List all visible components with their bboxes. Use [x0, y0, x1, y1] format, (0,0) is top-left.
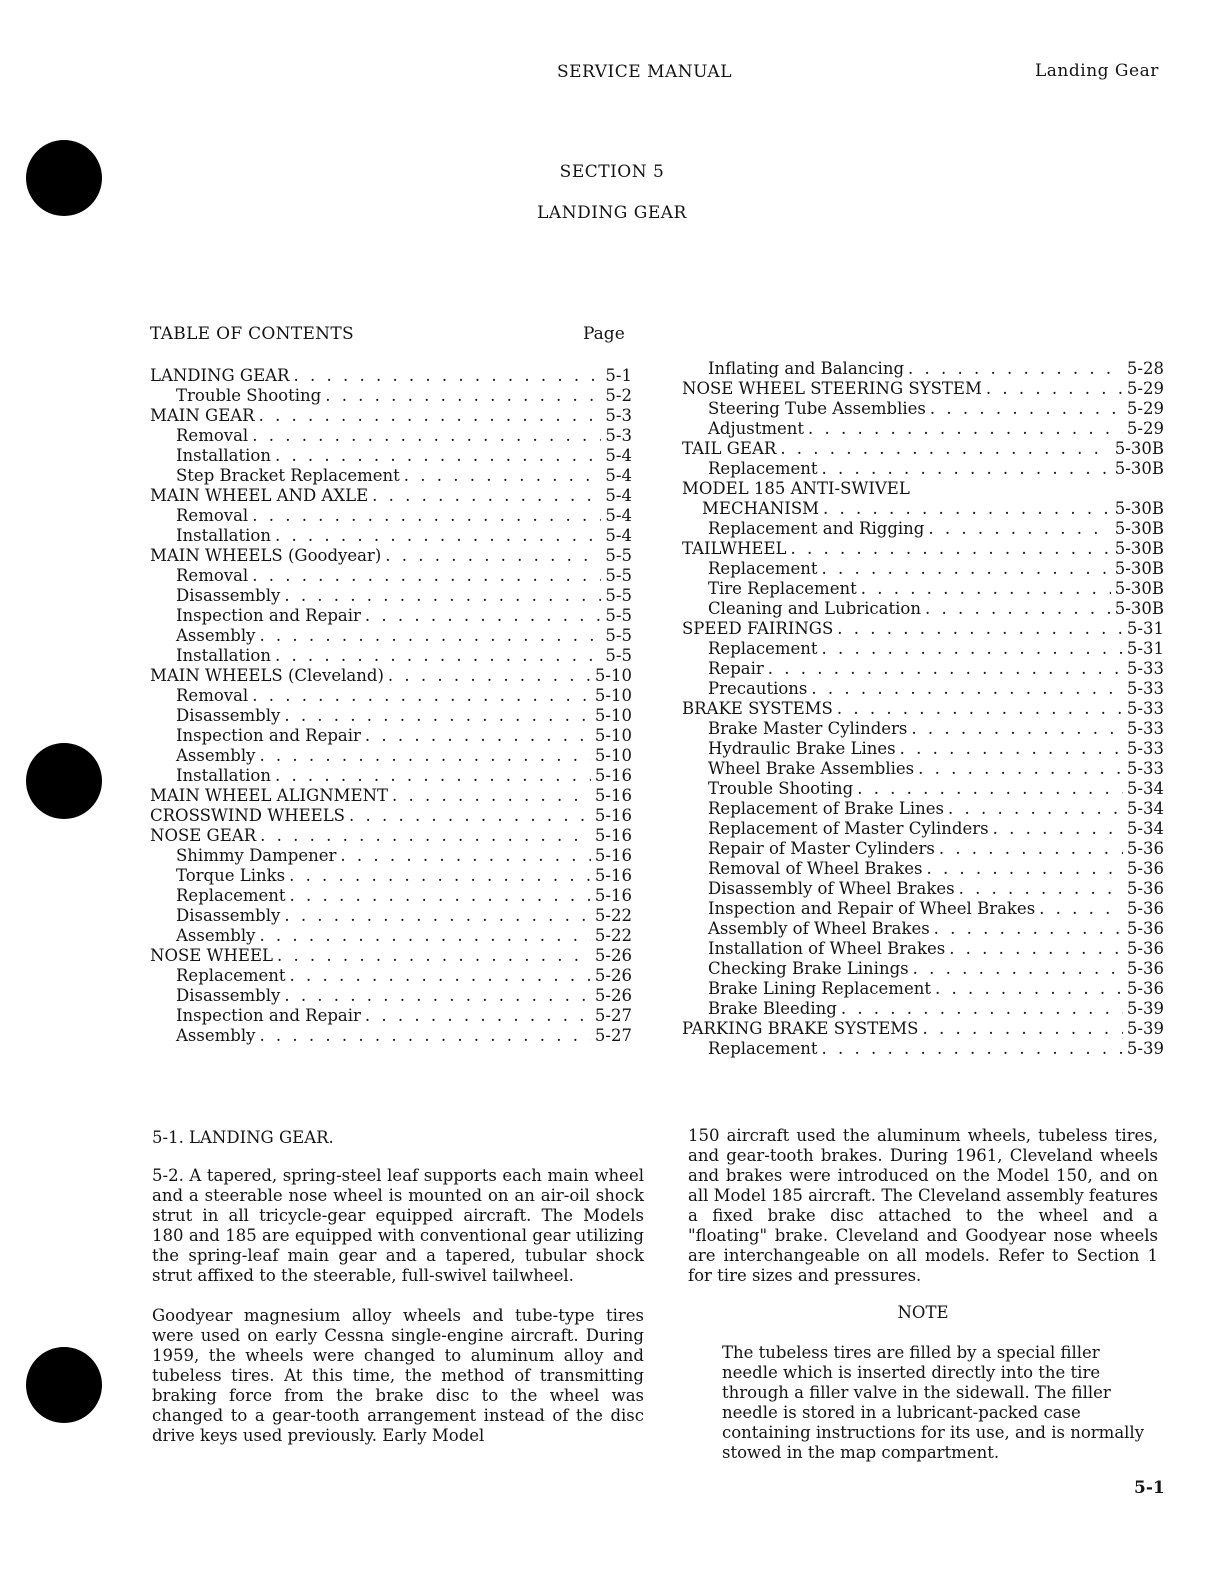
toc-entry-label: Trouble Shooting	[176, 386, 322, 405]
toc-entry-label: Installation	[176, 646, 271, 665]
paragraph-heading: 5-1. LANDING GEAR.	[152, 1128, 334, 1147]
toc-entry-page: 5-5	[605, 626, 632, 645]
toc-entry-label: Removal	[176, 686, 249, 705]
toc-entry-page: 5-16	[594, 826, 632, 845]
toc-entry-label: SPEED FAIRINGS	[682, 619, 834, 638]
toc-entry-page: 5-4	[605, 466, 632, 485]
toc-entry-page: 5-2	[605, 386, 632, 405]
toc-entry	[150, 946, 632, 966]
toc-leader-dots	[857, 579, 1111, 599]
toc-leader-dots	[807, 679, 1123, 699]
toc-entry-page: 5-33	[1126, 679, 1164, 698]
toc-entry-page: 5-36	[1126, 919, 1164, 938]
toc-entry-page: 5-4	[605, 486, 632, 505]
toc-entry-page: 5-10	[594, 666, 632, 685]
toc-entry-page: 5-10	[594, 726, 632, 745]
toc-entry-label: Replacement	[708, 559, 818, 578]
toc-leader-dots	[776, 439, 1110, 459]
toc-entry-page: 5-34	[1126, 779, 1164, 798]
toc-right-column	[682, 359, 1164, 1059]
toc-entry	[150, 366, 632, 386]
toc-entry-label: Replacement	[176, 966, 286, 985]
toc-leader-dots	[361, 606, 602, 626]
running-header-section: Landing Gear	[1035, 61, 1159, 81]
toc-leader-dots	[935, 839, 1123, 859]
toc-entry-label: Brake Master Cylinders	[708, 719, 908, 738]
toc-leader-dots	[818, 559, 1111, 579]
toc-leader-dots	[273, 946, 591, 966]
toc-entry-label: Trouble Shooting	[708, 779, 854, 798]
toc-entry-page: 5-33	[1126, 739, 1164, 758]
toc-entry-label: Hydraulic Brake Lines	[708, 739, 896, 758]
toc-entry	[682, 779, 1164, 799]
toc-entry	[682, 579, 1164, 599]
toc-entry	[682, 659, 1164, 679]
toc-leader-dots	[400, 466, 602, 486]
toc-entry	[682, 559, 1164, 579]
toc-entry-label: Repair	[708, 659, 764, 678]
toc-entry-page: 5-5	[605, 606, 632, 625]
toc-heading: TABLE OF CONTENTS	[150, 324, 354, 344]
toc-entry-label: Inspection and Repair of Wheel Brakes	[708, 899, 1036, 918]
toc-entry	[682, 459, 1164, 479]
toc-leader-dots	[945, 939, 1123, 959]
toc-entry-page: 5-36	[1126, 839, 1164, 858]
toc-entry	[682, 799, 1164, 819]
paragraph: 5-2. A tapered, spring-steel leaf supports each main wheel and a steerable nose wheel is mounted on an air-oil shock strut in all tricycle-gear equipped aircraft. The Models 180 and 185 are equipped with conventional gear utilizing the spring-leaf main gear and a tapered, tubular shock strut affixed to the steerable, full-swivel tailwheel.	[152, 1166, 644, 1285]
toc-entry-page: 5-34	[1126, 819, 1164, 838]
toc-entry-label: Inspection and Repair	[176, 1006, 361, 1025]
body-left-column	[152, 1128, 644, 1446]
toc-entry	[150, 586, 632, 606]
toc-entry	[150, 926, 632, 946]
toc-leader-dots	[388, 786, 591, 806]
toc-entry-label: Replacement	[708, 459, 818, 478]
toc-entry-label: MAIN WHEELS (Goodyear)	[150, 546, 382, 565]
toc-entry-page: 5-39	[1126, 1039, 1164, 1058]
toc-entry-label: PARKING BRAKE SYSTEMS	[682, 1019, 919, 1038]
toc-entry-label: BRAKE SYSTEMS	[682, 699, 833, 718]
toc-entry-label: Replacement of Brake Lines	[708, 799, 945, 818]
toc-entry-label: Installation	[176, 446, 271, 465]
note-text: The tubeless tires are filled by a special filler needle which is inserted directly into the tire through a filler valve in the sidewall. The filler needle is stored in a lubricant-packed case containing instructions for its use, and is normally stowed in the map compartment.	[722, 1343, 1145, 1462]
toc-entry-label: Replacement	[176, 886, 286, 905]
toc-entry-page: 5-33	[1126, 699, 1164, 718]
toc-entry	[682, 699, 1164, 719]
toc-entry-label: Installation	[176, 526, 271, 545]
page-number: 5-1	[1134, 1478, 1165, 1498]
toc-entry-page: 5-4	[605, 506, 632, 525]
toc-entry	[682, 879, 1164, 899]
toc-leader-dots	[280, 706, 591, 726]
toc-entry-label: Shimmy Dampener	[176, 846, 337, 865]
toc-leader-dots	[345, 806, 591, 826]
toc-leader-dots	[921, 599, 1111, 619]
toc-entry	[150, 906, 632, 926]
toc-entry	[150, 426, 632, 446]
toc-entry	[150, 786, 632, 806]
toc-entry	[150, 446, 632, 466]
toc-left-column	[150, 366, 632, 1046]
toc-leader-dots	[280, 986, 591, 1006]
toc-entry	[150, 846, 632, 866]
toc-leader-dots	[909, 959, 1123, 979]
toc-entry-label: Disassembly	[176, 586, 281, 605]
toc-entry-label: Removal	[176, 426, 249, 445]
toc-entry-label: MECHANISM	[702, 499, 820, 518]
toc-entry-page: 5-5	[605, 546, 632, 565]
toc-entry-page: 5-16	[594, 886, 632, 905]
toc-leader-dots	[271, 446, 601, 466]
paragraph: 150 aircraft used the aluminum wheels, tubeless tires, and gear-tooth brakes. During 1961, Cleveland wheels and brakes were introduced on the Model 150, and on all Model 185 aircraft. The Cleveland assembly features a fixed brake disc attached to the wheel and a "floating" brake. Cleveland and Goodyear nose wheels are interchangeable on all models. Refer to Section 1 for tire sizes and pressures.	[688, 1126, 1158, 1285]
toc-leader-dots	[255, 926, 590, 946]
toc-entry-page: 5-36	[1126, 879, 1164, 898]
toc-entry-page: 5-31	[1126, 639, 1164, 658]
toc-entry	[150, 1006, 632, 1026]
toc-entry-label: Cleaning and Lubrication	[708, 599, 921, 618]
toc-entry-label: Assembly	[176, 746, 256, 765]
toc-entry-page: 5-29	[1126, 419, 1164, 438]
toc-leader-dots	[896, 739, 1123, 759]
toc-entry-label: NOSE WHEEL STEERING SYSTEM	[682, 379, 982, 398]
toc-entry-page: 5-10	[594, 746, 632, 765]
toc-entry	[150, 606, 632, 626]
toc-entry	[150, 526, 632, 546]
toc-entry	[682, 359, 1164, 379]
toc-leader-dots	[764, 659, 1123, 679]
toc-entry	[150, 706, 632, 726]
toc-leader-dots	[837, 999, 1123, 1019]
toc-leader-dots	[286, 966, 591, 986]
toc-entry	[682, 719, 1164, 739]
toc-entry	[682, 399, 1164, 419]
toc-entry-page: 5-10	[594, 686, 632, 705]
toc-entry-page: 5-4	[605, 526, 632, 545]
toc-leader-dots	[853, 779, 1123, 799]
toc-leader-dots	[804, 419, 1123, 439]
toc-leader-dots	[786, 539, 1110, 559]
toc-entry-label: Repair of Master Cylinders	[708, 839, 935, 858]
toc-leader-dots	[922, 859, 1122, 879]
toc-entry-label: TAILWHEEL	[682, 539, 787, 558]
toc-leader-dots	[248, 506, 601, 526]
toc-entry-page: 5-36	[1126, 859, 1164, 878]
toc-entry-label: Torque Links	[176, 866, 286, 885]
toc-entry	[150, 746, 632, 766]
toc-leader-dots	[381, 546, 601, 566]
toc-entry-label: MAIN GEAR	[150, 406, 255, 425]
toc-leader-dots	[931, 979, 1123, 999]
toc-entry	[682, 1019, 1164, 1039]
toc-leader-dots	[280, 586, 601, 606]
toc-entry	[150, 506, 632, 526]
toc-entry-label: Replacement of Master Cylinders	[708, 819, 989, 838]
toc-entry-page: 5-30B	[1114, 499, 1164, 518]
toc-entry-label: LANDING GEAR	[150, 366, 290, 385]
toc-entry	[150, 806, 632, 826]
toc-entry	[150, 626, 632, 646]
toc-entry	[682, 619, 1164, 639]
toc-leader-dots	[271, 766, 591, 786]
toc-entry	[682, 419, 1164, 439]
toc-entry-label: Assembly	[176, 926, 256, 945]
toc-leader-dots	[255, 1026, 590, 1046]
toc-entry	[682, 379, 1164, 399]
toc-entry	[150, 486, 632, 506]
binder-hole-bottom	[26, 1347, 102, 1423]
toc-leader-dots	[248, 686, 591, 706]
toc-entry	[150, 886, 632, 906]
toc-entry-page: 5-16	[594, 866, 632, 885]
toc-leader-dots	[285, 866, 591, 886]
toc-entry	[682, 739, 1164, 759]
toc-entry-page: 5-39	[1126, 1019, 1164, 1038]
toc-leader-dots	[955, 879, 1123, 899]
toc-entry-page: 5-29	[1126, 379, 1164, 398]
body-right-column	[688, 1126, 1158, 1286]
toc-leader-dots	[989, 819, 1123, 839]
toc-entry-page: 5-33	[1126, 719, 1164, 738]
toc-entry	[682, 1039, 1164, 1059]
toc-leader-dots	[248, 426, 601, 446]
toc-entry	[682, 499, 1164, 519]
toc-entry-page: 5-3	[605, 406, 632, 425]
toc-leader-dots	[290, 366, 602, 386]
toc-entry-label: Disassembly	[176, 986, 281, 1005]
toc-entry-label: MODEL 185 ANTI-SWIVEL	[682, 479, 910, 498]
toc-leader-dots	[833, 699, 1123, 719]
toc-entry-label: TAIL GEAR	[682, 439, 777, 458]
toc-leader-dots	[255, 406, 602, 426]
toc-entry-page: 5-30B	[1114, 439, 1164, 458]
toc-entry-page: 5-39	[1126, 999, 1164, 1018]
toc-entry-page: 5-5	[605, 646, 632, 665]
toc-entry-label: Assembly	[176, 626, 256, 645]
toc-entry-label: Tire Replacement	[708, 579, 857, 598]
toc-entry-page: 5-36	[1126, 899, 1164, 918]
toc-entry	[682, 679, 1164, 699]
toc-entry	[682, 599, 1164, 619]
toc-leader-dots	[280, 906, 591, 926]
toc-leader-dots	[926, 399, 1123, 419]
toc-entry-page: 5-36	[1126, 959, 1164, 978]
toc-entry	[150, 726, 632, 746]
toc-entry-page: 5-26	[594, 986, 632, 1005]
toc-entry-label: Disassembly of Wheel Brakes	[708, 879, 955, 898]
toc-entry-label: MAIN WHEELS (Cleveland)	[150, 666, 384, 685]
toc-entry-page: 5-5	[605, 586, 632, 605]
toc-entry	[682, 959, 1164, 979]
running-header-title: SERVICE MANUAL	[557, 62, 732, 82]
toc-entry-page: 5-31	[1126, 619, 1164, 638]
toc-entry-page: 5-1	[605, 366, 632, 385]
toc-entry-page: 5-36	[1126, 939, 1164, 958]
note-heading: NOTE	[897, 1303, 949, 1322]
toc-entry-label: Brake Lining Replacement	[708, 979, 931, 998]
toc-entry-label: Steering Tube Assemblies	[708, 399, 926, 418]
toc-entry-page: 5-30B	[1114, 559, 1164, 578]
toc-entry	[682, 819, 1164, 839]
toc-leader-dots	[907, 719, 1123, 739]
toc-entry-page: 5-30B	[1114, 599, 1164, 618]
toc-leader-dots	[336, 846, 591, 866]
toc-entry	[150, 986, 632, 1006]
toc-entry-page: 5-16	[594, 806, 632, 825]
toc-entry	[682, 759, 1164, 779]
toc-entry-page: 5-28	[1126, 359, 1164, 378]
toc-entry-label: CROSSWIND WHEELS	[150, 806, 345, 825]
toc-leader-dots	[930, 919, 1123, 939]
toc-leader-dots	[255, 746, 590, 766]
toc-entry	[150, 566, 632, 586]
toc-entry-label: NOSE WHEEL	[150, 946, 273, 965]
toc-entry	[150, 466, 632, 486]
toc-leader-dots	[904, 359, 1123, 379]
toc-leader-dots	[914, 759, 1123, 779]
toc-entry	[682, 859, 1164, 879]
toc-leader-dots	[819, 499, 1111, 519]
toc-entry-page: 5-4	[605, 446, 632, 465]
toc-entry	[682, 439, 1164, 459]
toc-leader-dots	[833, 619, 1123, 639]
toc-entry-page: 5-10	[594, 706, 632, 725]
toc-entry	[150, 966, 632, 986]
toc-leader-dots	[918, 1019, 1122, 1039]
toc-entry-page: 5-26	[594, 966, 632, 985]
toc-entry	[150, 686, 632, 706]
toc-entry	[682, 539, 1164, 559]
toc-leader-dots	[248, 566, 601, 586]
toc-entry	[682, 979, 1164, 999]
toc-entry	[150, 1026, 632, 1046]
toc-entry	[682, 479, 1164, 499]
toc-leader-dots	[368, 486, 601, 506]
toc-entry	[150, 406, 632, 426]
toc-leader-dots	[271, 646, 601, 666]
toc-entry-label: Inspection and Repair	[176, 606, 361, 625]
toc-leader-dots	[271, 526, 601, 546]
toc-entry-page: 5-22	[594, 926, 632, 945]
toc-leader-dots	[255, 626, 601, 646]
toc-entry	[682, 999, 1164, 1019]
toc-entry-label: Installation	[176, 766, 271, 785]
toc-leader-dots	[384, 666, 591, 686]
toc-entry-page: 5-29	[1126, 399, 1164, 418]
toc-entry	[150, 546, 632, 566]
toc-entry-label: MAIN WHEEL ALIGNMENT	[150, 786, 389, 805]
toc-entry-page: 5-30B	[1114, 539, 1164, 558]
binder-hole-middle	[26, 743, 102, 819]
toc-entry-page: 5-16	[594, 846, 632, 865]
toc-leader-dots	[361, 1006, 591, 1026]
toc-entry-page: 5-33	[1126, 659, 1164, 678]
toc-entry-label: Assembly of Wheel Brakes	[708, 919, 930, 938]
toc-entry-label: Replacement and Rigging	[708, 519, 925, 538]
toc-entry-label: Removal	[176, 566, 249, 585]
toc-entry-label: Removal	[176, 506, 249, 525]
toc-leader-dots	[321, 386, 601, 406]
toc-entry-label: Assembly	[176, 1026, 256, 1045]
toc-entry	[150, 666, 632, 686]
toc-entry	[150, 386, 632, 406]
toc-entry	[682, 519, 1164, 539]
toc-leader-dots	[944, 799, 1123, 819]
toc-entry-page: 5-27	[594, 1026, 632, 1045]
paragraph: Goodyear magnesium alloy wheels and tube-type tires were used on early Cessna single-engine aircraft. During 1959, the wheels were changed to aluminum alloy and tubeless tires. At this time, the method of transmitting braking force from the brake disc to the wheel was changed to a gear-tooth arrangement instead of the disc drive keys used previously. Early Model	[152, 1306, 644, 1445]
toc-entry-label: Removal of Wheel Brakes	[708, 859, 923, 878]
toc-entry-label: Disassembly	[176, 706, 281, 725]
toc-entry-label: Replacement	[708, 639, 818, 658]
toc-entry	[682, 839, 1164, 859]
toc-entry-label: Installation of Wheel Brakes	[708, 939, 946, 958]
toc-entry-page: 5-27	[594, 1006, 632, 1025]
toc-entry	[682, 639, 1164, 659]
toc-entry	[682, 899, 1164, 919]
toc-entry-page: 5-30B	[1114, 519, 1164, 538]
toc-entry-label: Wheel Brake Assemblies	[708, 759, 915, 778]
toc-entry	[150, 826, 632, 846]
toc-entry-page: 5-30B	[1114, 579, 1164, 598]
toc-leader-dots	[286, 886, 591, 906]
toc-entry-page: 5-3	[605, 426, 632, 445]
toc-entry-label: Replacement	[708, 1039, 818, 1058]
toc-entry-page: 5-16	[594, 786, 632, 805]
toc-leader-dots	[924, 519, 1110, 539]
toc-entry-page: 5-22	[594, 906, 632, 925]
toc-entry	[150, 866, 632, 886]
toc-leader-dots	[361, 726, 591, 746]
toc-entry-label: Disassembly	[176, 906, 281, 925]
toc-entry-label: MAIN WHEEL AND AXLE	[150, 486, 369, 505]
toc-entry-page: 5-30B	[1114, 459, 1164, 478]
toc-page-heading: Page	[583, 324, 625, 344]
toc-entry-label: NOSE GEAR	[150, 826, 257, 845]
toc-entry-page: 5-36	[1126, 979, 1164, 998]
toc-leader-dots	[818, 1039, 1123, 1059]
toc-leader-dots	[256, 826, 591, 846]
toc-leader-dots	[818, 639, 1123, 659]
toc-entry	[150, 766, 632, 786]
toc-entry-label: Inspection and Repair	[176, 726, 361, 745]
toc-entry-label: Step Bracket Replacement	[176, 466, 400, 485]
toc-entry	[682, 919, 1164, 939]
toc-entry-label: Precautions	[708, 679, 808, 698]
section-number: SECTION 5	[559, 162, 665, 182]
toc-entry-page: 5-26	[594, 946, 632, 965]
toc-entry-page: 5-16	[594, 766, 632, 785]
toc-entry	[682, 939, 1164, 959]
toc-entry-label: Checking Brake Linings	[708, 959, 909, 978]
toc-entry-label: Inflating and Balancing	[708, 359, 905, 378]
toc-entry-label: Adjustment	[708, 419, 804, 438]
toc-entry-page: 5-34	[1126, 799, 1164, 818]
toc-leader-dots	[818, 459, 1111, 479]
toc-entry-page: 5-33	[1126, 759, 1164, 778]
toc-entry-label: Brake Bleeding	[708, 999, 837, 1018]
section-title: LANDING GEAR	[537, 203, 687, 223]
toc-leader-dots	[982, 379, 1123, 399]
toc-entry-page: 5-5	[605, 566, 632, 585]
toc-leader-dots	[1035, 899, 1123, 919]
toc-entry	[150, 646, 632, 666]
